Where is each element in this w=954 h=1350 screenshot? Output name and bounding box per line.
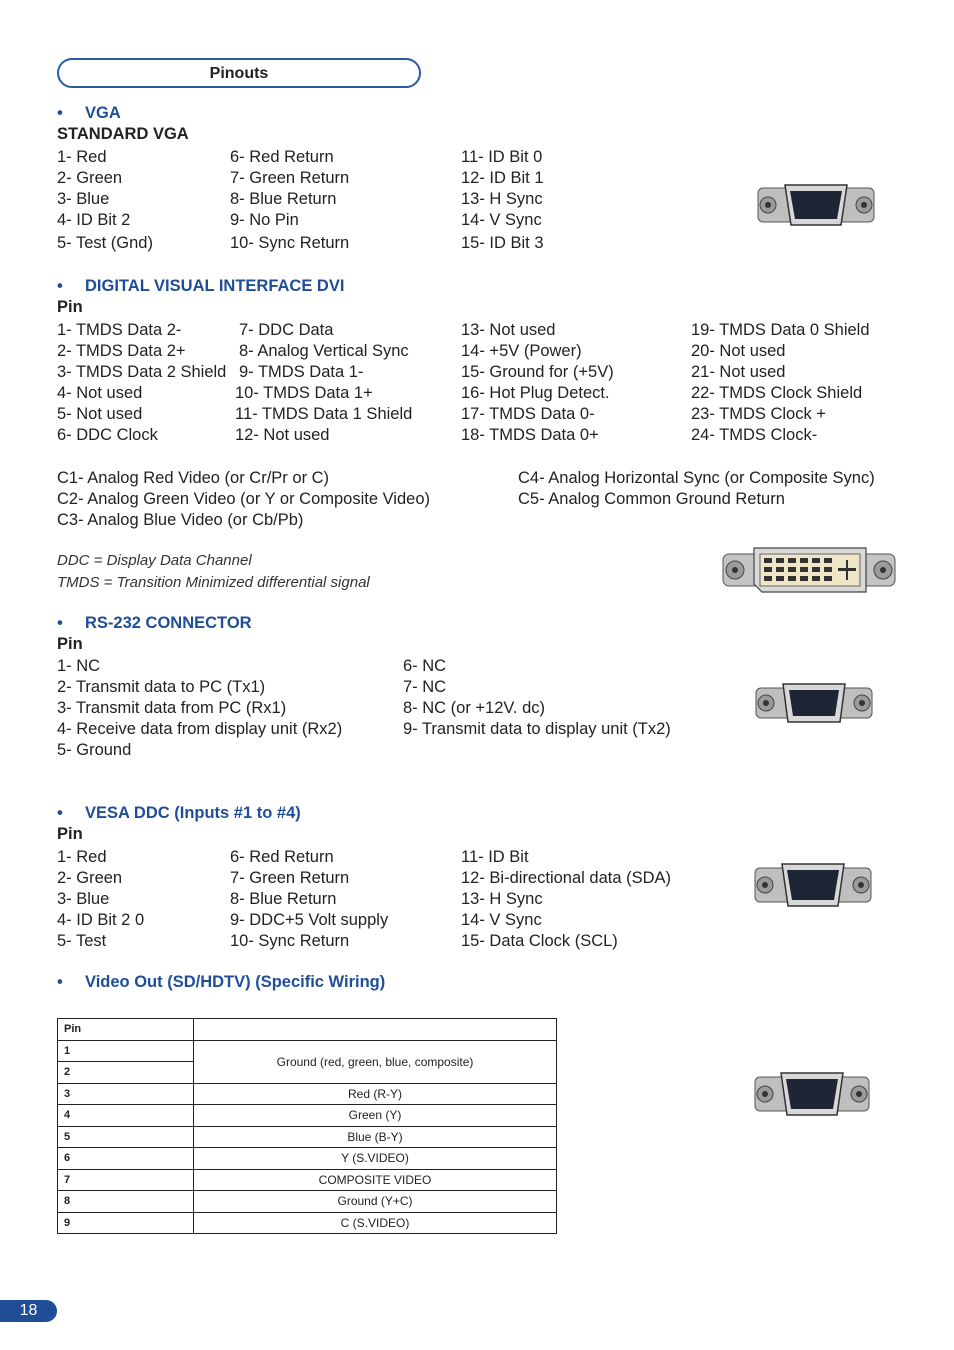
table-cell-value: COMPOSITE VIDEO bbox=[194, 1169, 557, 1191]
table-cell-value: Green (Y) bbox=[194, 1105, 557, 1127]
list-item: 24- TMDS Clock- bbox=[691, 426, 818, 444]
vga-subheading: STANDARD VGA bbox=[57, 125, 189, 143]
dvi-bullet: • bbox=[57, 277, 63, 295]
table-header-value bbox=[194, 1019, 557, 1041]
video-out-table bbox=[57, 1018, 557, 1234]
list-item: 3- Blue bbox=[57, 190, 110, 208]
rs232-bullet: • bbox=[57, 614, 63, 632]
list-item: 11- TMDS Data 1 Shield bbox=[235, 405, 413, 423]
list-item: C3- Analog Blue Video (or Cb/Pb) bbox=[57, 511, 304, 529]
list-item: C4- Analog Horizontal Sync (or Composite Sync) bbox=[518, 469, 875, 487]
table-cell-value: Ground (red, green, blue, composite) bbox=[194, 1040, 557, 1083]
vga-bullet: • bbox=[57, 104, 63, 122]
table-cell-value: Red (R-Y) bbox=[194, 1083, 557, 1105]
vesa-col1 bbox=[57, 847, 144, 952]
list-item: 3- Transmit data from PC (Rx1) bbox=[57, 699, 287, 717]
videoout-heading: Video Out (SD/HDTV) (Specific Wiring) bbox=[85, 973, 386, 991]
vga-col2 bbox=[230, 147, 349, 254]
list-item: 13- Not used bbox=[461, 321, 556, 339]
list-item: 12- Bi-directional data (SDA) bbox=[461, 869, 672, 887]
table-row bbox=[58, 1148, 557, 1170]
vga-connector-icon bbox=[757, 182, 875, 228]
list-item: 4- Not used bbox=[57, 384, 143, 402]
list-item: 12- ID Bit 1 bbox=[461, 169, 544, 187]
table-row bbox=[58, 1169, 557, 1191]
tmds-note: TMDS = Transition Minimized differential signal bbox=[57, 574, 370, 591]
table-row bbox=[58, 1105, 557, 1127]
list-item: 8- NC (or +12V. dc) bbox=[403, 699, 545, 717]
table-row bbox=[58, 1212, 557, 1234]
table-cell-value: Ground (Y+C) bbox=[194, 1191, 557, 1213]
list-item: 9- No Pin bbox=[230, 211, 299, 229]
vga-col1 bbox=[57, 147, 153, 254]
list-item: 3- Blue bbox=[57, 890, 110, 908]
list-item: 4- ID Bit 2 bbox=[57, 211, 131, 229]
list-item: 8- Blue Return bbox=[230, 890, 337, 908]
list-item: 4- Receive data from display unit (Rx2) bbox=[57, 720, 343, 738]
table-row bbox=[58, 1019, 557, 1041]
vesa-col2 bbox=[230, 847, 388, 952]
list-item: 23- TMDS Clock + bbox=[691, 405, 826, 423]
list-item: 6- NC bbox=[403, 657, 447, 675]
ddc-note: DDC = Display Data Channel bbox=[57, 552, 252, 569]
table-cell-pin: 4 bbox=[58, 1105, 194, 1127]
list-item: 22- TMDS Clock Shield bbox=[691, 384, 863, 402]
list-item: 2- Green bbox=[57, 169, 123, 187]
rs232-heading: RS-232 CONNECTOR bbox=[85, 614, 252, 632]
pinouts-title: Pinouts bbox=[57, 58, 421, 88]
list-item: 2- TMDS Data 2+ bbox=[57, 342, 186, 360]
list-item: C5- Analog Common Ground Return bbox=[518, 490, 785, 508]
table-cell-value: Blue (B-Y) bbox=[194, 1126, 557, 1148]
list-item: 5- Test bbox=[57, 932, 107, 950]
list-item: 6- Red Return bbox=[230, 148, 334, 166]
list-item: 14- V Sync bbox=[461, 211, 542, 229]
list-item: 5- Not used bbox=[57, 405, 143, 423]
list-item: 11- ID Bit 0 bbox=[461, 148, 543, 166]
list-item: 9- TMDS Data 1- bbox=[239, 363, 364, 381]
table-cell-pin: 2 bbox=[58, 1062, 194, 1084]
db9-connector-icon bbox=[755, 682, 873, 724]
dvi-col4 bbox=[691, 320, 870, 446]
table-row bbox=[58, 1191, 557, 1213]
rs232-col2 bbox=[403, 656, 671, 740]
vesa-subheading: Pin bbox=[57, 825, 83, 843]
list-item: 8- Blue Return bbox=[230, 190, 337, 208]
dvi-subheading: Pin bbox=[57, 298, 83, 316]
list-item: 14- +5V (Power) bbox=[461, 342, 582, 360]
table-cell-pin: 3 bbox=[58, 1083, 194, 1105]
list-item: 14- V Sync bbox=[461, 911, 542, 929]
dvi-col2a bbox=[239, 320, 409, 383]
table-cell-pin: 8 bbox=[58, 1191, 194, 1213]
dvi-connector-icon bbox=[722, 546, 896, 594]
list-item: 6- DDC Clock bbox=[57, 426, 158, 444]
vga-connector-icon bbox=[754, 1070, 870, 1118]
list-item: 7- Green Return bbox=[230, 169, 350, 187]
vesa-col3 bbox=[461, 847, 671, 952]
list-item: 17- TMDS Data 0- bbox=[461, 405, 595, 423]
vga-connector-icon bbox=[754, 861, 872, 909]
list-item: C1- Analog Red Video (or Cr/Pr or C) bbox=[57, 469, 330, 487]
list-item: 4- ID Bit 2 0 bbox=[57, 911, 145, 929]
list-item: 7- Green Return bbox=[230, 869, 350, 887]
list-item: 1- Red bbox=[57, 848, 107, 866]
table-row bbox=[58, 1083, 557, 1105]
table-cell-value: C (S.VIDEO) bbox=[194, 1212, 557, 1234]
vesa-bullet: • bbox=[57, 804, 63, 822]
list-item: 11- ID Bit bbox=[461, 848, 529, 866]
dvi-heading: DIGITAL VISUAL INTERFACE DVI bbox=[85, 277, 345, 295]
table-cell-pin: 1 bbox=[58, 1040, 194, 1062]
table-row bbox=[58, 1040, 557, 1062]
list-item: 7- DDC Data bbox=[239, 321, 334, 339]
list-item: 10- Sync Return bbox=[230, 932, 350, 950]
list-item: 6- Red Return bbox=[230, 848, 334, 866]
list-item: 12- Not used bbox=[235, 426, 330, 444]
list-item: 19- TMDS Data 0 Shield bbox=[691, 321, 870, 339]
dvi-analog-left bbox=[57, 468, 430, 531]
list-item: 18- TMDS Data 0+ bbox=[461, 426, 599, 444]
table-cell-pin: 5 bbox=[58, 1126, 194, 1148]
table-cell-pin: 9 bbox=[58, 1212, 194, 1234]
list-item: 5- Ground bbox=[57, 741, 132, 759]
table-cell-pin: 6 bbox=[58, 1148, 194, 1170]
table-header-pin: Pin bbox=[58, 1019, 194, 1041]
list-item: 13- H Sync bbox=[461, 190, 543, 208]
list-item: 15- Data Clock (SCL) bbox=[461, 932, 618, 950]
list-item: 3- TMDS Data 2 Shield bbox=[57, 363, 227, 381]
list-item: 16- Hot Plug Detect. bbox=[461, 384, 610, 402]
list-item: 15- Ground for (+5V) bbox=[461, 363, 614, 381]
list-item: 13- H Sync bbox=[461, 890, 543, 908]
list-item: 1- TMDS Data 2- bbox=[57, 321, 182, 339]
list-item: 9- Transmit data to display unit (Tx2) bbox=[403, 720, 671, 738]
dvi-analog-right bbox=[518, 468, 875, 510]
dvi-col1 bbox=[57, 320, 226, 446]
list-item: 1- Red bbox=[57, 148, 107, 166]
list-item: 21- Not used bbox=[691, 363, 786, 381]
list-item: 10- Sync Return bbox=[230, 234, 350, 252]
list-item: 10- TMDS Data 1+ bbox=[235, 384, 373, 402]
list-item: 5- Test (Gnd) bbox=[57, 234, 153, 252]
table-row bbox=[58, 1126, 557, 1148]
dvi-col3 bbox=[461, 320, 614, 446]
videoout-bullet: • bbox=[57, 973, 63, 991]
table-cell-pin: 7 bbox=[58, 1169, 194, 1191]
list-item: 20- Not used bbox=[691, 342, 786, 360]
rs232-subheading: Pin bbox=[57, 635, 83, 653]
list-item: C2- Analog Green Video (or Y or Composite Video) bbox=[57, 490, 430, 508]
page-number: 18 bbox=[0, 1300, 57, 1322]
table-cell-value: Y (S.VIDEO) bbox=[194, 1148, 557, 1170]
list-item: 7- NC bbox=[403, 678, 447, 696]
rs232-col1 bbox=[57, 656, 342, 761]
list-item: 1- NC bbox=[57, 657, 101, 675]
vesa-heading: VESA DDC (Inputs #1 to #4) bbox=[85, 804, 301, 822]
dvi-col2b bbox=[235, 383, 412, 446]
list-item: 2- Transmit data to PC (Tx1) bbox=[57, 678, 266, 696]
list-item: 2- Green bbox=[57, 869, 123, 887]
vga-heading: VGA bbox=[85, 104, 121, 122]
list-item: 9- DDC+5 Volt supply bbox=[230, 911, 389, 929]
list-item: 15- ID Bit 3 bbox=[461, 234, 544, 252]
vga-col3 bbox=[461, 147, 544, 254]
list-item: 8- Analog Vertical Sync bbox=[239, 342, 409, 360]
